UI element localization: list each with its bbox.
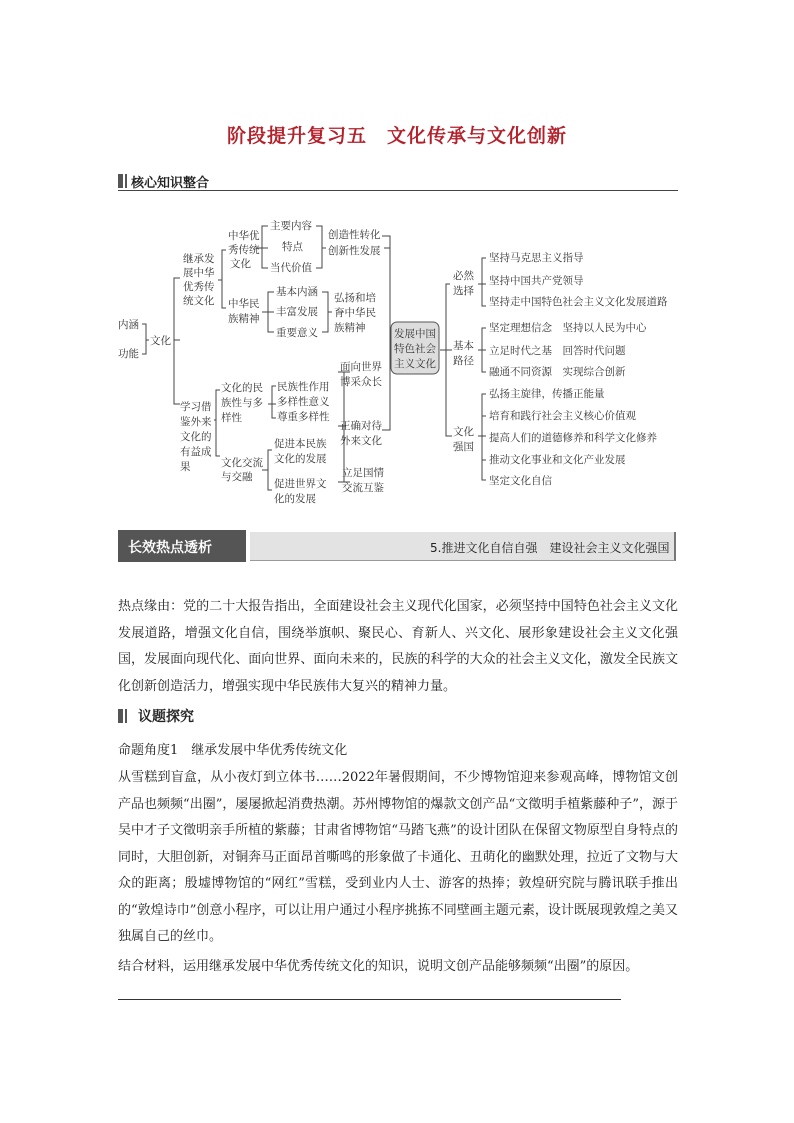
node-treat: 外来文化 — [340, 435, 382, 447]
node-learn: 有益成 — [180, 446, 212, 458]
node-strong-item: 坚定文化自信 — [489, 475, 552, 487]
node-nation: 样性 — [221, 412, 242, 424]
band-topic: 5.推进文化自信自强 建设社会主义文化强国 — [430, 541, 670, 555]
section-marker-icon — [125, 709, 127, 723]
node-excellent: 秀传统 — [228, 244, 260, 256]
node-learn: 学习借 — [180, 401, 212, 413]
node-strong-item: 推动文化事业和文化产业发展 — [489, 454, 626, 466]
node-strong-item: 提高人们的道德修养和科学文化修养 — [489, 432, 657, 444]
section-marker-icon — [118, 709, 123, 723]
node-spirit-item: 基本内涵 — [276, 286, 318, 298]
node-basic-item: 融通不同资源 实现综合创新 — [489, 366, 626, 378]
node-treat: 正确对待 — [340, 420, 382, 432]
node-learn: 鉴外来 — [180, 416, 212, 428]
node-spirit-promote: 育中华民 — [334, 307, 376, 319]
node-basic: 路径 — [453, 355, 474, 367]
node-strong-item: 培育和践行社会主义核心价值观 — [489, 410, 636, 422]
section-title: 议题探究 — [138, 709, 194, 725]
node-value: 当代价值 — [270, 262, 312, 274]
question-angle: 命题角度1 继承发展中华优秀传统文化 — [118, 743, 348, 758]
node-must-item: 坚持马克思主义指导 — [489, 252, 584, 264]
node-center: 特色社会 — [394, 343, 436, 355]
node-inherit: 统文化 — [183, 295, 215, 307]
band-label-box — [118, 530, 246, 562]
node-center: 发展中国 — [394, 328, 436, 340]
node-inherit: 继承发 — [183, 253, 215, 265]
question-text: 结合材料，运用继承发展中华优秀传统文化的知识，说明文创产品能够频频“出圈”的原因。 — [118, 959, 639, 974]
node-inherit: 优秀传 — [183, 281, 215, 293]
node-content: 主要内容 — [270, 220, 312, 232]
node-must: 选择 — [453, 285, 474, 297]
node-excellent: 文化 — [230, 258, 251, 270]
node-stand: 交流互鉴 — [342, 482, 384, 494]
node-strong: 强国 — [453, 441, 474, 453]
node-basic-item: 坚定理想信念 坚持以人民为中心 — [489, 322, 647, 334]
node-feature: 特点 — [282, 241, 303, 253]
node-culture: 文化 — [150, 335, 171, 347]
band-label: 长效热点透析 — [128, 540, 212, 556]
node-root: 功能 — [118, 348, 139, 360]
hot-reason-paragraph: 热点缘由：党的二十大报告指出，全面建设社会主义现代化国家，必须坚持中国特色社会主义文化发展道路，增强文化自信，围绕举旗帜、聚民心、育新人、兴文化、展形象建设社会主义文化强国，发展面向现代化、面向世界、面向未来的，民族的科学的大众的社会主义文化，激发全民族文化创新创造活力，增强实现中华民族伟大复兴的精神力量。 — [118, 599, 678, 694]
node-exchange-item: 文化的发展 — [274, 453, 327, 465]
node-excellent: 中华优 — [228, 230, 260, 242]
node-exchange: 与交融 — [221, 471, 253, 483]
node-spirit-item: 重要意义 — [276, 327, 318, 339]
page-title: 阶段提升复习五 文化传承与文化创新 — [226, 125, 567, 147]
node-exchange: 文化交流 — [221, 457, 263, 469]
node-exchange-item: 促进世界文 — [274, 478, 327, 490]
node-inherit: 展中华 — [183, 267, 215, 279]
node-nation: 文化的民 — [221, 382, 263, 394]
node-world: 博采众长 — [340, 376, 382, 388]
node-strong: 文化 — [453, 426, 474, 438]
node-center: 主义文化 — [394, 358, 436, 370]
node-transform: 创造性转化 — [328, 229, 381, 241]
answer-line[interactable] — [118, 999, 621, 1000]
section-title: 核心知识整合 — [131, 176, 210, 191]
node-basic-item: 立足时代之基 回答时代问题 — [489, 345, 626, 357]
node-nation: 族性与多 — [221, 397, 263, 409]
node-nation-item: 民族性作用 — [277, 381, 330, 393]
node-spirit-item: 丰富发展 — [276, 306, 318, 318]
material-paragraph: 从雪糕到盲盒，从小夜灯到立体书……2022年暑假期间，不少博物馆迎来参观高峰，博物馆文创产品也频频“出圈”，屡屡掀起消费热潮。苏州博物馆的爆款文创产品“文徵明手植紫藤种子”，源于吴中才子文徵明亲手所植的紫藤；甘肃省博物馆“马踏飞燕”的设计团队在保留文物原型自身特点的同时，大胆创新，对铜奔马正面昂首嘶鸣的形象做了卡通化、丑萌化的幽默处理，拉近了文物与大众的距离；殷墟博物馆的“网红”雪糕，受到业内人士、游客的热捧；敦煌研究院与腾讯联手推出的“敦煌诗巾”创意小程序，可以让用户通过小程序挑拣不同壁画主题元素，设计既展现敦煌之美又独属自己的丝巾。 — [118, 770, 678, 944]
node-transform: 创新性发展 — [328, 245, 381, 257]
node-must-item: 坚持中国共产党领导 — [489, 275, 584, 287]
node-must: 必然 — [453, 270, 474, 282]
node-learn: 文化的 — [180, 431, 212, 443]
node-spirit-promote: 弘扬和培 — [334, 292, 376, 304]
node-must-item: 坚持走中国特色社会主义文化发展道路 — [489, 296, 668, 308]
node-basic: 基本 — [453, 340, 474, 352]
hot-topic-band — [118, 530, 678, 562]
node-learn: 果 — [180, 461, 191, 473]
node-root: 内涵 — [118, 319, 139, 331]
node-spirit-promote: 族精神 — [334, 322, 366, 334]
node-spirit: 中华民 — [228, 298, 260, 310]
node-stand: 立足国情 — [342, 467, 384, 479]
node-exchange-item: 化的发展 — [274, 493, 316, 505]
node-world: 面向世界 — [340, 361, 382, 373]
node-strong-item: 弘扬主旋律，传播正能量 — [489, 388, 605, 400]
node-spirit: 族精神 — [228, 313, 260, 325]
node-nation-item: 多样性意义 — [277, 396, 330, 408]
node-nation-item: 尊重多样性 — [277, 411, 330, 423]
band-topic-box — [250, 532, 676, 561]
node-exchange-item: 促进本民族 — [274, 438, 327, 450]
